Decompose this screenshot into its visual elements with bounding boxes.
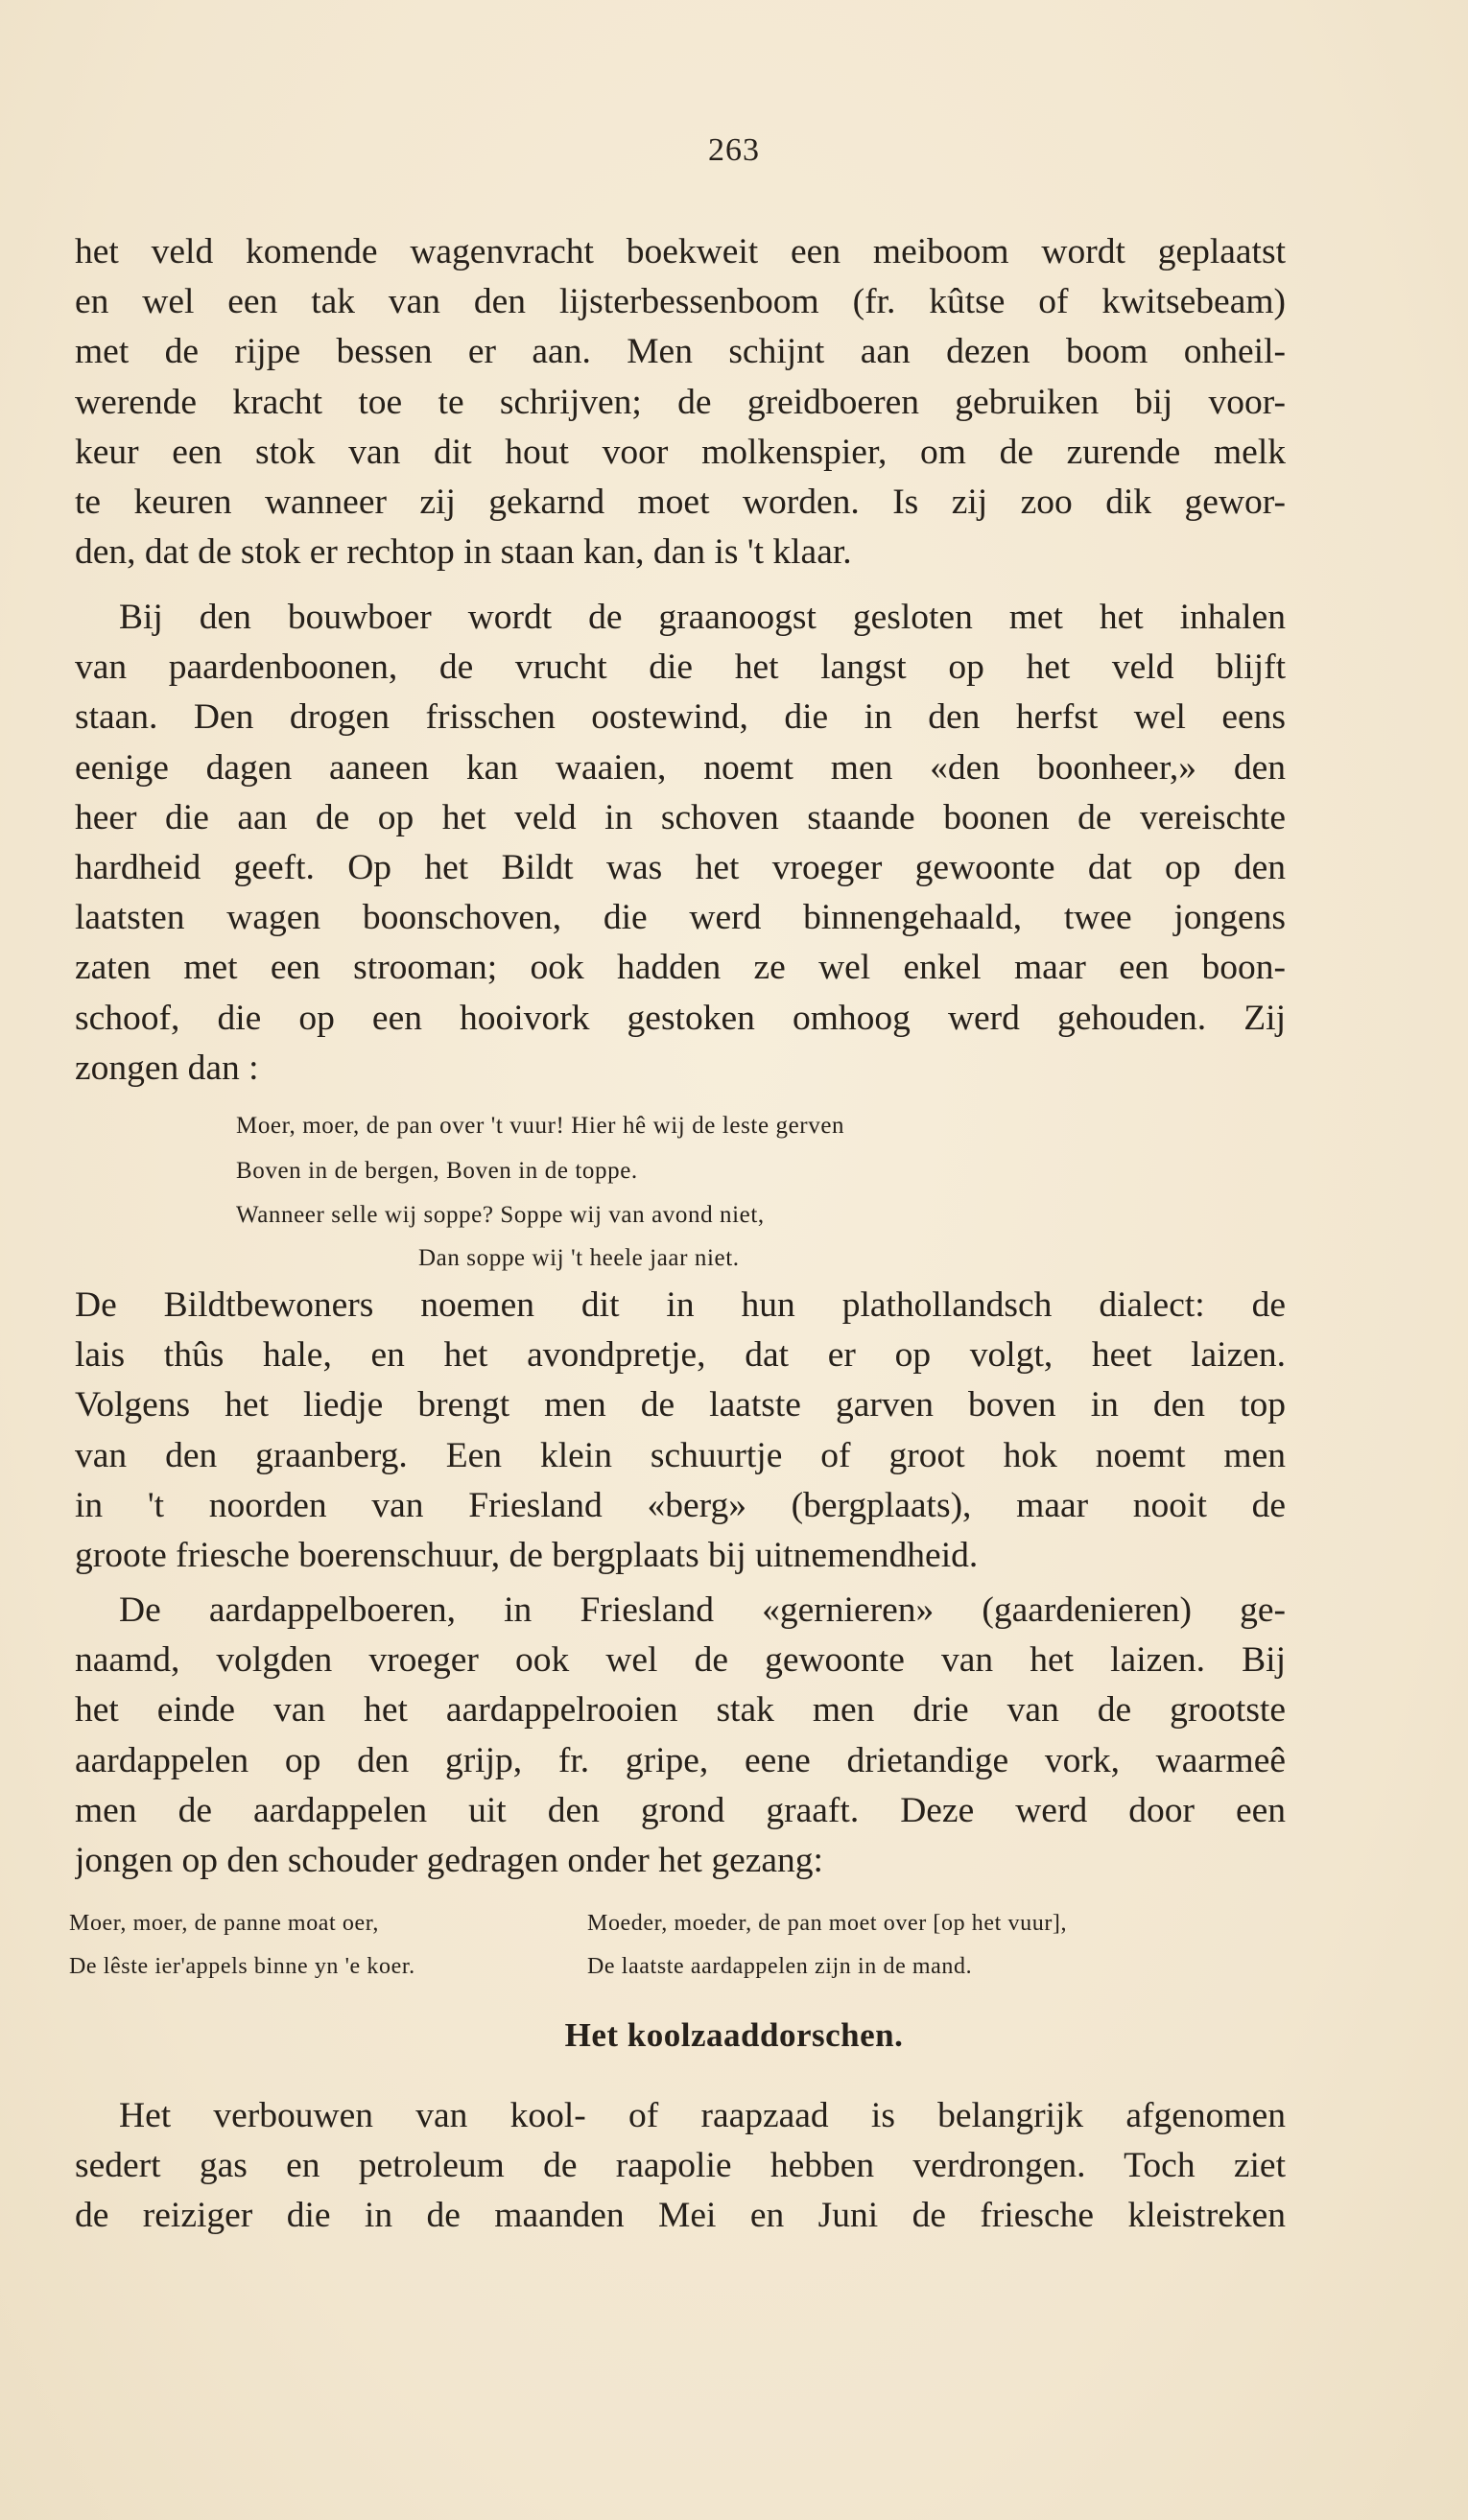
text-line: lais thûs hale, en het avondpretje, dat er op volgt, heet laizen. [75,1335,1286,1376]
text-line: Bij den bouwboer wordt de graanoogst gesloten met het inhalen [119,598,1286,637]
paragraph-2 [75,593,1286,1094]
verse-line: Dan soppe wij 't heele jaar niet. [418,1245,740,1271]
text-line: heer die aan de op het veld in schoven staande boonen de vereischte [75,797,1286,837]
text-line: staan. Den drogen frisschen oostewind, die in den herfst wel eens [75,697,1286,738]
text-line: het einde van het aardappelrooien stak men drie van de grootste [75,1690,1286,1731]
verse-line-translation: Moeder, moeder, de pan moet over [op het vuur], [587,1911,1068,1936]
verse-line-frisian: De lêste ier'appels binne yn 'e koer. [69,1954,415,1979]
paragraph-3 [75,1281,1286,1581]
text-line: zongen dan : [75,1048,259,1088]
text-line: De aardappelboeren, in Friesland «gernieren» (gaardenieren) ge- [119,1590,1286,1630]
text-line: zaten met een strooman; ook hadden ze wel enkel maar een boon- [75,948,1286,988]
text-line: van den graanberg. Een klein schuurtje of groot hok noemt men [75,1435,1286,1475]
page-number: 263 [708,132,760,168]
paragraph-5 [75,2091,1286,2242]
verse-line: Boven in de bergen, Boven in de toppe. [236,1158,638,1184]
text-line: men de aardappelen uit den grond graaft. Deze werd door een [75,1790,1286,1830]
text-line: groote friesche boerenschuur, de bergplaats bij uitnemendheid. [75,1535,979,1575]
section-heading: Het koolzaaddorschen. [564,2016,904,2054]
text-line: naamd, volgden vroeger ook wel de gewoonte van het laizen. Bij [75,1640,1286,1681]
text-line: laatsten wagen boonschoven, die werd binnengehaald, twee jongens [75,898,1286,938]
text-line: den, dat de stok er rechtop in staan kan, dan is 't klaar. [75,532,852,573]
text-line: de reiziger die in de maanden Mei en Juni de friesche kleistreken [75,2196,1286,2236]
verse-line: Moer, moer, de pan over 't vuur! Hier hê wij de leste gerven [236,1113,845,1139]
text-line: sedert gas en petroleum de raapolie hebben verdrongen. Toch ziet [75,2146,1286,2186]
paragraph-1 [75,227,1286,577]
text-line: De Bildtbewoners noemen dit in hun plathollandsch dialect: de [75,1285,1286,1325]
text-line: en wel een tak van den lijsterbessenboom (fr. kûtse of kwitsebeam) [75,282,1286,322]
text-line: met de rijpe bessen er aan. Men schijnt aan dezen boom onheil- [75,332,1286,372]
text-line: keur een stok van dit hout voor molkenspier, om de zurende melk [75,432,1286,472]
text-line: in 't noorden van Friesland «berg» (bergplaats), maar nooit de [75,1485,1286,1525]
text-line: werende kracht toe te schrijven; de greidboeren gebruiken bij voor- [75,382,1286,422]
text-line: eenige dagen aaneen kan waaien, noemt men «den boonheer,» den [75,747,1286,788]
verse-line: Wanneer selle wij soppe? Soppe wij van avond niet, [236,1202,765,1228]
text-line: aardappelen op den grijp, fr. gripe, eene drietandige vork, waarmeê [75,1740,1286,1780]
text-line: Het verbouwen van kool- of raapzaad is belangrijk afgenomen [119,2096,1286,2135]
text-line: hardheid geeft. Op het Bildt was het vroeger gewoonte dat op den [75,847,1286,887]
text-line: jongen op den schouder gedragen onder het gezang: [75,1840,823,1880]
verse-line-frisian: Moer, moer, de panne moat oer, [69,1911,380,1936]
text-line: Volgens het liedje brengt men de laatste garven boven in den top [75,1385,1286,1425]
text-line: schoof, die op een hooivork gestoken omhoog werd gehouden. Zij [75,998,1286,1038]
text-line: het veld komende wagenvracht boekweit een meiboom wordt geplaatst [75,232,1286,271]
paragraph-4 [75,1586,1286,1886]
text-line: te keuren wanneer zij gekarnd moet worden. Is zij zoo dik gewor- [75,482,1286,522]
text-line: van paardenboonen, de vrucht die het langst op het veld blijft [75,648,1286,688]
verse-line-translation: De laatste aardappelen zijn in de mand. [587,1954,973,1979]
